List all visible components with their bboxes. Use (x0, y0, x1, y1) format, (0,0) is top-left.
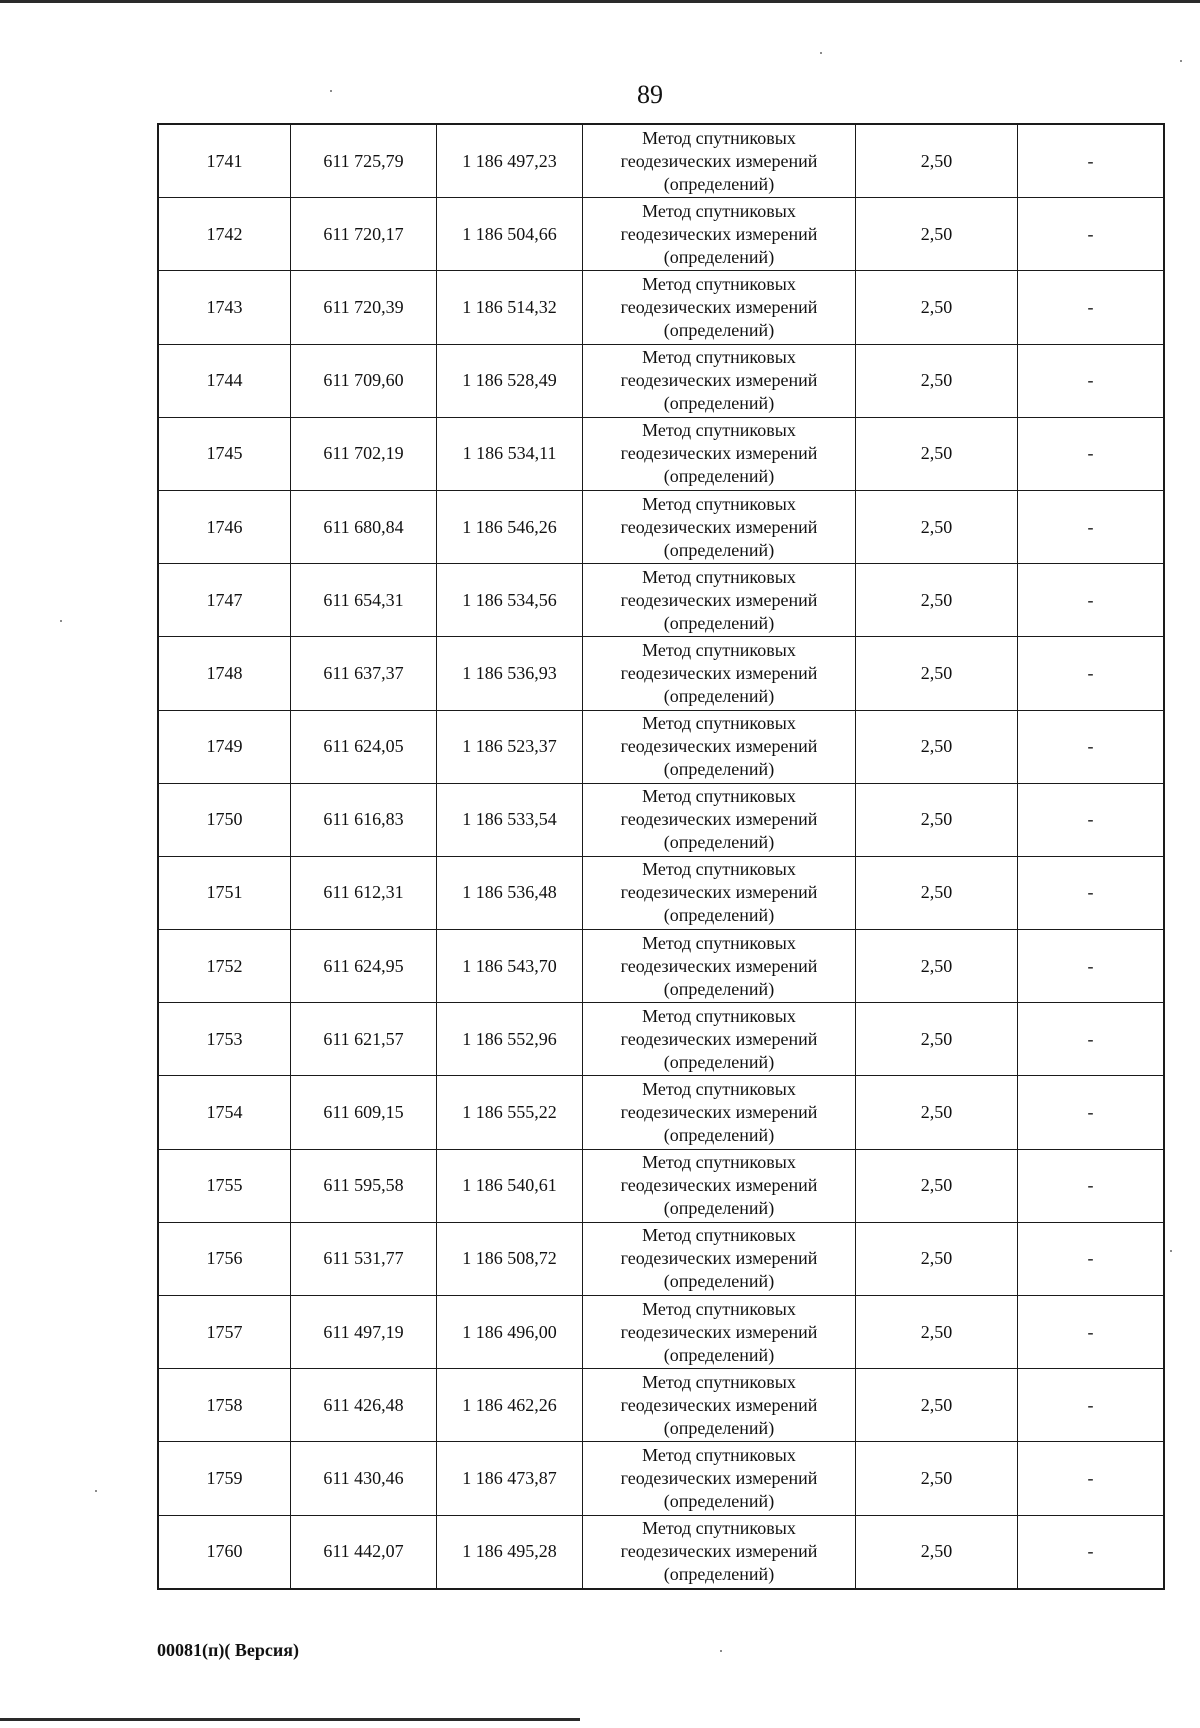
x-coordinate-cell: 611 702,19 (291, 417, 437, 490)
point-number-cell: 1744 (158, 344, 291, 417)
description-cell: - (1018, 856, 1165, 929)
method-cell (583, 1515, 856, 1589)
method-line: геодезических измерений (620, 736, 818, 757)
y-coordinate-cell: 1 186 540,61 (437, 1149, 583, 1222)
scan-speck (60, 620, 62, 622)
accuracy-cell: 2,50 (856, 198, 1018, 271)
top-scan-rule (0, 0, 1200, 3)
method-cell (583, 344, 856, 417)
x-coordinate-cell: 611 637,37 (291, 637, 437, 710)
description-cell: - (1018, 930, 1165, 1003)
table-row (158, 124, 1164, 198)
table-row (158, 1296, 1164, 1369)
table-row (158, 417, 1164, 490)
y-coordinate-cell: 1 186 504,66 (437, 198, 583, 271)
description-cell: - (1018, 564, 1165, 637)
description-cell: - (1018, 1515, 1165, 1589)
method-line: (определений) (663, 1271, 775, 1292)
method-line: (определений) (663, 1051, 775, 1072)
accuracy-cell: 2,50 (856, 1296, 1018, 1369)
description-cell: - (1018, 1076, 1165, 1149)
description-cell: - (1018, 783, 1165, 856)
method-line: (определений) (663, 1564, 775, 1585)
method-line: Метод спутниковых (642, 1005, 796, 1026)
y-coordinate-cell: 1 186 495,28 (437, 1515, 583, 1589)
method-line: геодезических измерений (620, 1102, 818, 1123)
method-cell (583, 417, 856, 490)
method-line: Метод спутниковых (642, 1371, 796, 1392)
point-number-cell: 1757 (158, 1296, 291, 1369)
method-line: геодезических измерений (620, 443, 818, 464)
method-line: (определений) (663, 978, 775, 999)
method-line: геодезических измерений (620, 370, 818, 391)
point-number-cell: 1752 (158, 930, 291, 1003)
x-coordinate-cell: 611 612,31 (291, 856, 437, 929)
point-number-cell: 1751 (158, 856, 291, 929)
method-line: геодезических измерений (620, 882, 818, 903)
method-line: геодезических измерений (620, 223, 818, 244)
method-line: (определений) (663, 1198, 775, 1219)
accuracy-cell: 2,50 (856, 1149, 1018, 1222)
table-row (158, 271, 1164, 344)
point-number-cell: 1743 (158, 271, 291, 344)
method-line: (определений) (663, 1417, 775, 1438)
method-line: (определений) (663, 246, 775, 267)
y-coordinate-cell: 1 186 552,96 (437, 1003, 583, 1076)
scan-speck (1180, 60, 1182, 62)
method-line: геодезических измерений (620, 516, 818, 537)
x-coordinate-cell: 611 426,48 (291, 1369, 437, 1442)
y-coordinate-cell: 1 186 497,23 (437, 124, 583, 198)
point-number-cell: 1753 (158, 1003, 291, 1076)
y-coordinate-cell: 1 186 543,70 (437, 930, 583, 1003)
table-row (158, 1442, 1164, 1515)
point-number-cell: 1750 (158, 783, 291, 856)
method-cell (583, 637, 856, 710)
description-cell: - (1018, 124, 1165, 198)
point-number-cell: 1747 (158, 564, 291, 637)
x-coordinate-cell: 611 720,39 (291, 271, 437, 344)
y-coordinate-cell: 1 186 523,37 (437, 710, 583, 783)
method-line: Метод спутниковых (642, 127, 796, 148)
method-cell (583, 1076, 856, 1149)
table-row (158, 930, 1164, 1003)
accuracy-cell: 2,50 (856, 1515, 1018, 1589)
y-coordinate-cell: 1 186 514,32 (437, 271, 583, 344)
method-line: Метод спутниковых (642, 786, 796, 807)
point-number-cell: 1755 (158, 1149, 291, 1222)
method-line: геодезических измерений (620, 662, 818, 683)
method-line: геодезических измерений (620, 296, 818, 317)
y-coordinate-cell: 1 186 508,72 (437, 1222, 583, 1295)
y-coordinate-cell: 1 186 534,11 (437, 417, 583, 490)
x-coordinate-cell: 611 680,84 (291, 490, 437, 563)
x-coordinate-cell: 611 654,31 (291, 564, 437, 637)
scan-speck (720, 1650, 722, 1652)
method-cell (583, 271, 856, 344)
y-coordinate-cell: 1 186 536,48 (437, 856, 583, 929)
method-line: Метод спутниковых (642, 1444, 796, 1465)
method-line: (определений) (663, 393, 775, 414)
x-coordinate-cell: 611 720,17 (291, 198, 437, 271)
description-cell: - (1018, 490, 1165, 563)
method-line: (определений) (663, 905, 775, 926)
point-number-cell: 1749 (158, 710, 291, 783)
y-coordinate-cell: 1 186 534,56 (437, 564, 583, 637)
x-coordinate-cell: 611 624,95 (291, 930, 437, 1003)
table-row (158, 1076, 1164, 1149)
document-footer-code: 00081(п)( Версия) (157, 1640, 299, 1660)
accuracy-cell: 2,50 (856, 856, 1018, 929)
method-line: геодезических измерений (620, 1028, 818, 1049)
x-coordinate-cell: 611 430,46 (291, 1442, 437, 1515)
point-number-cell: 1756 (158, 1222, 291, 1295)
description-cell: - (1018, 1222, 1165, 1295)
accuracy-cell: 2,50 (856, 710, 1018, 783)
point-number-cell: 1746 (158, 490, 291, 563)
method-line: геодезических измерений (620, 809, 818, 830)
point-number-cell: 1742 (158, 198, 291, 271)
method-line: Метод спутниковых (642, 1298, 796, 1319)
method-line: геодезических измерений (620, 1321, 818, 1342)
method-line: геодезических измерений (620, 150, 818, 171)
coordinates-table-body (158, 124, 1164, 1589)
x-coordinate-cell: 611 624,05 (291, 710, 437, 783)
accuracy-cell: 2,50 (856, 1222, 1018, 1295)
method-line: геодезических измерений (620, 955, 818, 976)
point-number-cell: 1754 (158, 1076, 291, 1149)
point-number-cell: 1759 (158, 1442, 291, 1515)
description-cell: - (1018, 1442, 1165, 1515)
method-line: Метод спутниковых (642, 713, 796, 734)
method-cell (583, 1296, 856, 1369)
accuracy-cell: 2,50 (856, 637, 1018, 710)
x-coordinate-cell: 611 595,58 (291, 1149, 437, 1222)
bottom-scan-rule (0, 1718, 580, 1721)
y-coordinate-cell: 1 186 473,87 (437, 1442, 583, 1515)
method-line: Метод спутниковых (642, 200, 796, 221)
x-coordinate-cell: 611 531,77 (291, 1222, 437, 1295)
method-line: геодезических измерений (620, 1175, 818, 1196)
description-cell: - (1018, 710, 1165, 783)
method-cell (583, 490, 856, 563)
page-number: 89 (637, 80, 663, 109)
table-row (158, 344, 1164, 417)
scan-speck (330, 90, 332, 92)
table-row (158, 1149, 1164, 1222)
x-coordinate-cell: 611 709,60 (291, 344, 437, 417)
scan-speck (820, 52, 822, 54)
method-line: (определений) (663, 759, 775, 780)
method-line: (определений) (663, 466, 775, 487)
accuracy-cell: 2,50 (856, 417, 1018, 490)
method-cell (583, 783, 856, 856)
method-line: Метод спутниковых (642, 347, 796, 368)
table-row (158, 1003, 1164, 1076)
table-row (158, 856, 1164, 929)
method-line: (определений) (663, 685, 775, 706)
method-line: Метод спутниковых (642, 639, 796, 660)
x-coordinate-cell: 611 609,15 (291, 1076, 437, 1149)
table-row (158, 564, 1164, 637)
accuracy-cell: 2,50 (856, 271, 1018, 344)
method-line: Метод спутниковых (642, 273, 796, 294)
method-line: Метод спутниковых (642, 420, 796, 441)
table-row (158, 1369, 1164, 1442)
point-number-cell: 1745 (158, 417, 291, 490)
method-line: Метод спутниковых (642, 1152, 796, 1173)
description-cell: - (1018, 1369, 1165, 1442)
table-row (158, 198, 1164, 271)
table-row (158, 1515, 1164, 1589)
description-cell: - (1018, 417, 1165, 490)
method-cell (583, 1222, 856, 1295)
description-cell: - (1018, 637, 1165, 710)
accuracy-cell: 2,50 (856, 564, 1018, 637)
method-line: геодезических измерений (620, 589, 818, 610)
accuracy-cell: 2,50 (856, 1369, 1018, 1442)
description-cell: - (1018, 1296, 1165, 1369)
description-cell: - (1018, 198, 1165, 271)
point-number-cell: 1760 (158, 1515, 291, 1589)
method-line: (определений) (663, 1490, 775, 1511)
method-line: геодезических измерений (620, 1394, 818, 1415)
method-cell (583, 1442, 856, 1515)
description-cell: - (1018, 271, 1165, 344)
method-line: геодезических измерений (620, 1541, 818, 1562)
description-cell: - (1018, 344, 1165, 417)
method-line: (определений) (663, 319, 775, 340)
scan-speck (95, 1490, 97, 1492)
method-line: Метод спутниковых (642, 1079, 796, 1100)
method-cell (583, 710, 856, 783)
method-line: (определений) (663, 612, 775, 633)
method-line: (определений) (663, 173, 775, 194)
y-coordinate-cell: 1 186 533,54 (437, 783, 583, 856)
point-number-cell: 1758 (158, 1369, 291, 1442)
x-coordinate-cell: 611 621,57 (291, 1003, 437, 1076)
accuracy-cell: 2,50 (856, 344, 1018, 417)
point-number-cell: 1741 (158, 124, 291, 198)
method-line: Метод спутниковых (642, 493, 796, 514)
method-cell (583, 564, 856, 637)
method-cell (583, 124, 856, 198)
method-cell (583, 198, 856, 271)
method-line: Метод спутниковых (642, 1225, 796, 1246)
accuracy-cell: 2,50 (856, 490, 1018, 563)
y-coordinate-cell: 1 186 555,22 (437, 1076, 583, 1149)
method-cell (583, 856, 856, 929)
x-coordinate-cell: 611 497,19 (291, 1296, 437, 1369)
table-row (158, 637, 1164, 710)
method-line: (определений) (663, 1125, 775, 1146)
y-coordinate-cell: 1 186 546,26 (437, 490, 583, 563)
method-cell (583, 930, 856, 1003)
coordinates-table-container (157, 123, 1160, 1590)
method-line: (определений) (663, 539, 775, 560)
method-cell (583, 1369, 856, 1442)
description-cell: - (1018, 1003, 1165, 1076)
y-coordinate-cell: 1 186 462,26 (437, 1369, 583, 1442)
method-line: (определений) (663, 1344, 775, 1365)
method-cell (583, 1003, 856, 1076)
point-number-cell: 1748 (158, 637, 291, 710)
x-coordinate-cell: 611 616,83 (291, 783, 437, 856)
accuracy-cell: 2,50 (856, 124, 1018, 198)
accuracy-cell: 2,50 (856, 783, 1018, 856)
method-line: Метод спутниковых (642, 566, 796, 587)
scan-speck (1170, 1250, 1172, 1252)
method-line: геодезических измерений (620, 1467, 818, 1488)
accuracy-cell: 2,50 (856, 1003, 1018, 1076)
y-coordinate-cell: 1 186 536,93 (437, 637, 583, 710)
method-line: Метод спутниковых (642, 1518, 796, 1539)
method-cell (583, 1149, 856, 1222)
table-row (158, 490, 1164, 563)
x-coordinate-cell: 611 725,79 (291, 124, 437, 198)
table-row (158, 710, 1164, 783)
table-row (158, 1222, 1164, 1295)
method-line: (определений) (663, 832, 775, 853)
accuracy-cell: 2,50 (856, 1442, 1018, 1515)
table-row (158, 783, 1164, 856)
x-coordinate-cell: 611 442,07 (291, 1515, 437, 1589)
accuracy-cell: 2,50 (856, 930, 1018, 1003)
y-coordinate-cell: 1 186 496,00 (437, 1296, 583, 1369)
y-coordinate-cell: 1 186 528,49 (437, 344, 583, 417)
method-line: Метод спутниковых (642, 859, 796, 880)
coordinates-table (157, 123, 1165, 1590)
method-line: геодезических измерений (620, 1248, 818, 1269)
description-cell: - (1018, 1149, 1165, 1222)
method-line: Метод спутниковых (642, 932, 796, 953)
accuracy-cell: 2,50 (856, 1076, 1018, 1149)
